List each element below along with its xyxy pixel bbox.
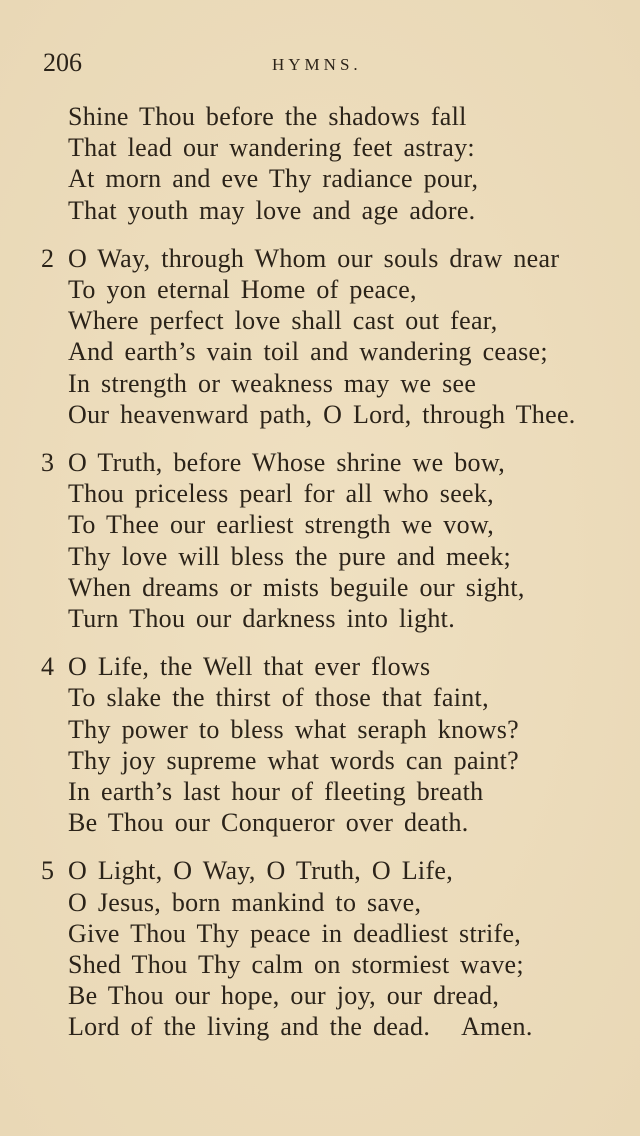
verse-line: Be Thou our Conqueror over death.: [68, 808, 469, 838]
verse-line: Shed Thou Thy calm on stormiest wave;: [68, 950, 524, 980]
verse-line: Thy joy supreme what words can paint?: [68, 745, 519, 775]
verse-line: That lead our wandering feet astray:: [68, 133, 475, 163]
verse-line: Our heavenward path, O Lord, through Thee.: [68, 399, 576, 429]
verse-line: At morn and eve Thy radiance pour,: [68, 164, 479, 194]
verse-line: Thy love will bless the pure and meek;: [68, 541, 512, 571]
verse-line: Turn Thou our darkness into light.: [68, 604, 455, 634]
verse-line: In strength or weakness may we see: [68, 368, 477, 398]
stanza: [41, 651, 576, 838]
verse-line: And earth’s vain toil and wandering cease;: [68, 337, 548, 367]
verse-line: To yon eternal Home of peace,: [68, 275, 417, 305]
running-title: HYMNS.: [272, 55, 362, 74]
verse-line: O Jesus, born mankind to save,: [68, 887, 422, 917]
verse-line: In earth’s last hour of fleeting breath: [68, 777, 484, 807]
verse-line: That youth may love and age adore.: [68, 195, 476, 225]
verse-line: To slake the thirst of those that faint,: [68, 683, 489, 713]
stanza: [41, 447, 576, 634]
verse-line: To Thee our earliest strength we vow,: [68, 510, 495, 540]
verse-number: 5: [41, 856, 55, 886]
verse-line: Thou priceless pearl for all who seek,: [68, 479, 494, 509]
stanza: [68, 101, 576, 226]
verse-line: Give Thou Thy peace in deadliest strife,: [68, 918, 522, 948]
hymn-text: [41, 101, 576, 1060]
stanza: [41, 855, 576, 1042]
verse-line: Thy power to bless what seraph knows?: [68, 714, 520, 744]
verse-line: Be Thou our hope, our joy, our dread,: [68, 981, 500, 1011]
verse-line: O Light, O Way, O Truth, O Life,: [68, 856, 454, 886]
verse-line: O Way, through Whom our souls draw near: [68, 243, 560, 273]
verse-number: 4: [41, 652, 55, 682]
stanza: [41, 243, 576, 430]
verse-number: 3: [41, 448, 55, 478]
verse-line: O Truth, before Whose shrine we bow,: [68, 448, 506, 478]
page-number: 206: [43, 48, 82, 77]
verse-line: Shine Thou before the shadows fall: [68, 102, 467, 131]
verse-line: Where perfect love shall cast out fear,: [68, 306, 498, 336]
verse-line: O Life, the Well that ever flows: [68, 652, 431, 682]
verse-line: When dreams or mists beguile our sight,: [68, 572, 525, 602]
verse-number: 2: [41, 243, 55, 273]
verse-line: Lord of the living and the dead. Amen.: [68, 1012, 533, 1042]
